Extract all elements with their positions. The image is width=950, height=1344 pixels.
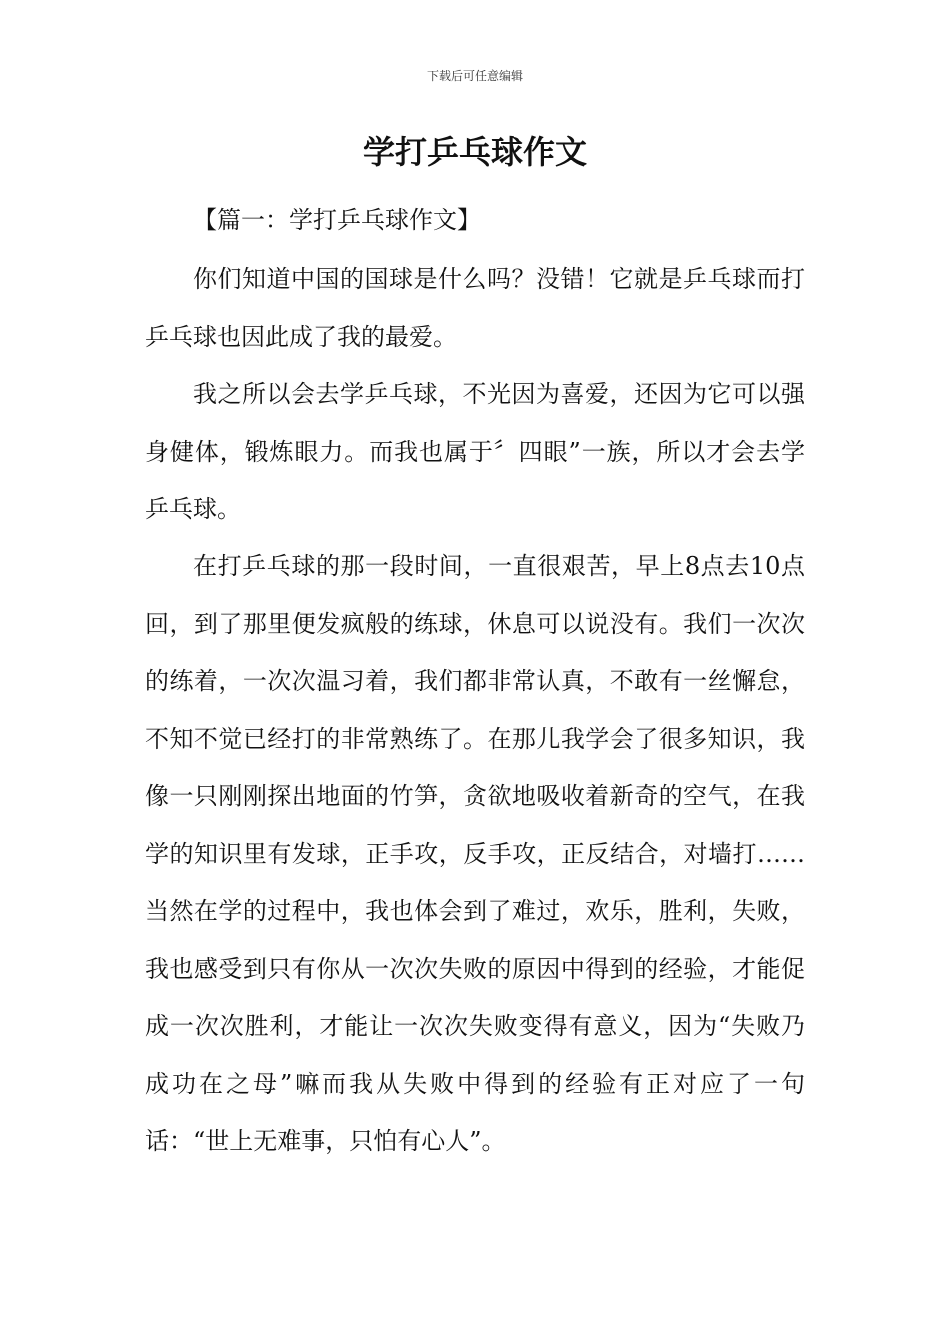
header-note: 下载后可任意编辑	[426, 69, 523, 83]
paragraph-1: 你们知道中国的国球是什么吗？没错！它就是乒乓球而打乒乓球也因此成了我的最爱。	[145, 265, 805, 351]
document-title: 学打乒乓球作文	[362, 133, 587, 171]
section-heading: 【篇一：学打乒乓球作文】	[193, 206, 481, 234]
paragraph-2: 我之所以会去学乒乓球，不光因为喜爱，还因为它可以强身健体，锻炼眼力。而我也属于〞四眼”一族，所以才会去学乒乓球。	[145, 380, 805, 523]
paragraph-3: 在打乒乓球的那一段时间，一直很艰苦，早上8点去10点回，到了那里便发疯般的练球，休息可以说没有。我们一次次的练着，一次次温习着，我们都非常认真，不敢有一丝懈怠，不知不觉已经打的非常熟练了。在那儿我学会了很多知识，我像一只刚刚探出地面的竹笋，贪欲地吸收着新奇的空气，在我学的知识里有发球，正手攻，反手攻，正反结合，对墙打……当然在学的过程中，我也体会到了难过，欢乐，胜利，失败，我也感受到只有你从一次次失败的原因中得到的经验，才能促成一次次胜利，才能让一次次失败变得有意义，因为“失败乃成功在之母”嘛而我从失败中得到的经验有正对应了一句话：“世上无难事，只怕有心人”。	[145, 552, 805, 1155]
